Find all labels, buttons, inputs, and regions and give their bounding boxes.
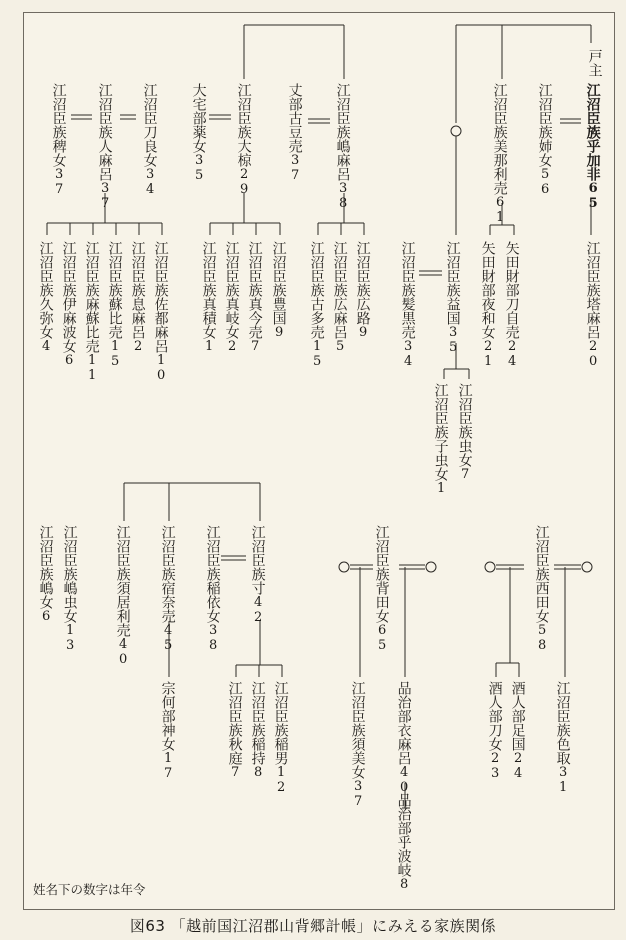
person-maima: 江沼臣族真今売7 bbox=[246, 241, 263, 354]
person-mushime: 江沼臣族虫女7 bbox=[456, 383, 473, 482]
person-shimamaro: 江沼臣族嶋麻呂38 bbox=[334, 83, 351, 211]
kinship-lines bbox=[24, 13, 616, 911]
genealogy-figure bbox=[23, 12, 615, 910]
person-yohaki: 品治部乎波岐8 bbox=[395, 793, 412, 892]
person-suemoi: 江沼臣族須居利売40 bbox=[114, 525, 131, 667]
person-furuto: 丈部古豆売37 bbox=[286, 83, 303, 183]
person-satomaro: 江沼臣族佐都麻呂10 bbox=[152, 241, 169, 383]
person-yamashiro: 江沼臣族背田女65 bbox=[373, 525, 390, 653]
person-makime: 江沼臣族真岐女2 bbox=[223, 241, 240, 354]
age-note: 姓名下の数字は年令 bbox=[33, 882, 146, 897]
person-komasu: 江沼臣族古多売15 bbox=[308, 241, 325, 369]
person-komushime: 江沼臣族子虫女1 bbox=[432, 383, 449, 496]
person-toyokuni: 江沼臣族豊国9 bbox=[270, 241, 287, 340]
person-tamaro: 江沼臣族塔麻呂20 bbox=[584, 241, 601, 369]
person-shimamushi: 江沼臣族嶋虫女13 bbox=[61, 525, 78, 653]
person-kumiyame: 江沼臣族久弥女4 bbox=[37, 241, 54, 354]
person-soga: 江沼臣族蘇比売15 bbox=[106, 241, 123, 369]
person-shimame: 江沼臣族嶋女6 bbox=[37, 525, 54, 624]
person-hitomaro: 江沼臣族人麻呂37 bbox=[96, 83, 113, 211]
person-kamime: 宗何部神女17 bbox=[159, 681, 176, 781]
person-ki: 江沼臣族寸42 bbox=[249, 525, 266, 625]
figure-caption: 図63 「越前国江沼郡山背郷計帳」にみえる家族関係 bbox=[129, 917, 497, 935]
person-nishitame: 江沼臣族西田女58 bbox=[533, 525, 550, 653]
person-toraome: 江沼臣刀良女34 bbox=[141, 83, 158, 197]
person-masukuni: 江沼臣族益国35 bbox=[444, 241, 461, 355]
person-inao: 江沼臣族稲男12 bbox=[272, 681, 289, 795]
person-koshu: 江沼臣族乎加非65 bbox=[584, 83, 601, 211]
person-kusurime: 大宅部薬女35 bbox=[190, 83, 207, 183]
person-inaji: 江沼臣族稲持8 bbox=[249, 681, 266, 780]
person-akiniwa: 江沼臣族秋庭7 bbox=[226, 681, 243, 780]
koshu-label: 戸主 bbox=[586, 49, 603, 77]
person-sumime: 江沼臣族須美女37 bbox=[349, 681, 366, 809]
person-sukunama: 江沼臣族宿奈売45 bbox=[159, 525, 176, 653]
person-hiromaro: 江沼臣族広麻呂5 bbox=[331, 241, 348, 354]
person-inayorime: 江沼臣族稲依女38 bbox=[204, 525, 221, 653]
person-irotori: 江沼臣族色取31 bbox=[554, 681, 571, 795]
person-anejo: 江沼臣族姉女56 bbox=[536, 83, 553, 197]
unnamed-spouse-mark bbox=[485, 562, 495, 572]
person-kinumaro: 品治部衣麻呂40 bbox=[395, 681, 412, 795]
unnamed-spouse-mark bbox=[582, 562, 592, 572]
person-tojime: 酒人部刀女23 bbox=[486, 681, 503, 781]
person-hiromichi: 江沼臣族広路9 bbox=[354, 241, 371, 340]
person-omuku: 江沼臣族大椋29 bbox=[235, 83, 252, 197]
unnamed-spouse-mark bbox=[339, 562, 349, 572]
person-imahame: 江沼臣族伊麻波女6 bbox=[60, 241, 77, 368]
unnamed-spouse-mark bbox=[426, 562, 436, 572]
person-yata-toji: 矢田財部刀自売24 bbox=[503, 241, 520, 369]
person-matsume: 江沼臣族真積女1 bbox=[200, 241, 217, 354]
person-yata-yoru: 矢田財部夜和女21 bbox=[479, 241, 496, 369]
person-hieme: 江沼臣族稗女37 bbox=[50, 83, 67, 197]
person-ashikuni: 酒人部足国24 bbox=[509, 681, 526, 781]
person-minari: 江沼臣族美那利売61 bbox=[491, 83, 508, 225]
person-okimaro: 江沼臣族息麻呂2 bbox=[129, 241, 146, 354]
person-kamiguro: 江沼臣族髪黒売34 bbox=[399, 241, 416, 369]
unnamed-spouse-mark bbox=[451, 126, 461, 136]
person-mabahi: 江沼臣族麻蘇比売11 bbox=[83, 241, 100, 383]
